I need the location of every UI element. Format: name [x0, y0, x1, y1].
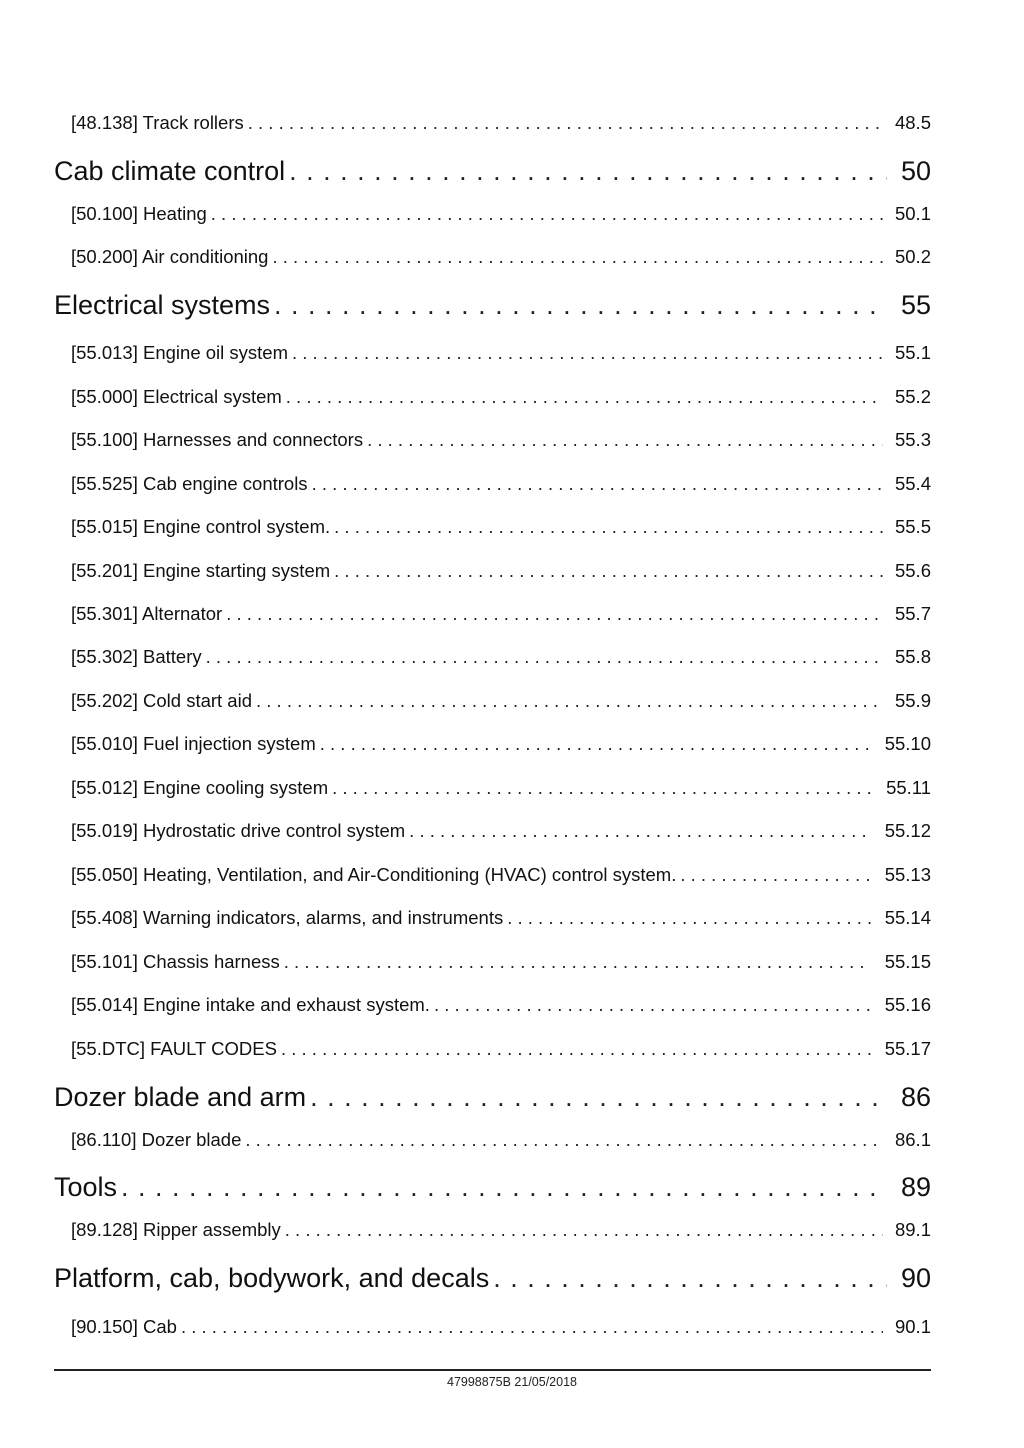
entry-title: [90.150] Cab — [71, 1316, 177, 1337]
entry-title: [86.110] Dozer blade — [71, 1129, 242, 1150]
dot-leader — [312, 473, 883, 495]
entry-page: 50.1 — [894, 203, 931, 224]
dot-leader — [292, 342, 883, 364]
entry-page: 89.1 — [894, 1219, 931, 1240]
entry-page: 86.1 — [894, 1129, 931, 1150]
entry-page: 55.13 — [884, 864, 931, 885]
toc-entry-86-110[interactable] — [54, 1129, 931, 1151]
toc-entry-55-301[interactable] — [54, 603, 931, 625]
dot-leader — [281, 1038, 871, 1060]
entry-page: 55.16 — [884, 994, 931, 1015]
chapter-title: Platform, cab, bodywork, and decals — [54, 1263, 490, 1293]
dot-leader — [226, 603, 883, 625]
entry-page: 55.10 — [884, 733, 931, 754]
entry-page: 55.5 — [894, 516, 931, 537]
toc-chapter-cab-climate-control[interactable] — [54, 156, 931, 187]
entry-title: [55.019] Hydrostatic drive control system — [71, 820, 406, 841]
dot-leader — [286, 386, 883, 408]
entry-title: [55.DTC] FAULT CODES — [71, 1038, 277, 1059]
entry-page: 55.8 — [894, 646, 931, 667]
entry-page: 55.15 — [884, 951, 931, 972]
entry-title: [55.010] Fuel injection system — [71, 733, 316, 754]
dot-leader — [409, 820, 871, 842]
dot-leader — [245, 1129, 883, 1151]
entry-title: [55.015] Engine control system. — [71, 516, 331, 537]
dot-leader — [248, 112, 883, 134]
entry-title: [50.200] Air conditioning — [71, 246, 269, 267]
entry-title: [50.100] Heating — [71, 203, 207, 224]
dot-leader — [274, 290, 887, 321]
toc-chapter-platform-cab-bodywork-decals[interactable] — [54, 1263, 931, 1294]
entry-title: [89.128] Ripper assembly — [71, 1219, 281, 1240]
dot-leader — [310, 1082, 887, 1113]
toc-entry-50-200[interactable] — [54, 246, 931, 268]
entry-page: 90.1 — [894, 1316, 931, 1337]
dot-leader — [284, 951, 871, 973]
footer-document-code: 47998875B 21/05/2018 — [447, 1375, 577, 1389]
footer-divider — [54, 1369, 931, 1371]
toc-entry-55-100[interactable] — [54, 429, 931, 451]
dot-leader — [367, 429, 883, 451]
chapter-title: Tools — [54, 1172, 118, 1202]
entry-page: 50.2 — [894, 246, 931, 267]
toc-entry-55-201[interactable] — [54, 560, 931, 582]
toc-entry-55-019[interactable] — [54, 820, 931, 842]
dot-leader — [334, 516, 883, 538]
entry-title: [55.202] Cold start aid — [71, 690, 252, 711]
toc-chapter-dozer-blade-and-arm[interactable] — [54, 1082, 931, 1113]
toc-entry-55-010[interactable] — [54, 733, 931, 755]
toc-entry-55-202[interactable] — [54, 690, 931, 712]
entry-page: 55.6 — [894, 560, 931, 581]
chapter-page: 86 — [900, 1082, 931, 1112]
dot-leader — [121, 1172, 887, 1203]
toc-entry-55-101[interactable] — [54, 951, 931, 973]
entry-title: [55.050] Heating, Ventilation, and Air-Conditioning (HVAC) control system. — [71, 864, 677, 885]
dot-leader — [507, 907, 871, 929]
entry-title: [55.013] Engine oil system — [71, 342, 288, 363]
entry-title: [55.408] Warning indicators, alarms, and instruments — [71, 907, 504, 928]
chapter-title: Electrical systems — [54, 290, 271, 320]
chapter-page: 89 — [900, 1172, 931, 1202]
toc-entry-55-015[interactable] — [54, 516, 931, 538]
chapter-page: 50 — [900, 156, 931, 186]
dot-leader — [493, 1263, 887, 1294]
entry-page: 55.1 — [894, 342, 931, 363]
entry-page: 55.9 — [894, 690, 931, 711]
entry-page: 55.4 — [894, 473, 931, 494]
toc-entry-55-014[interactable] — [54, 994, 931, 1016]
toc-entry-55-012[interactable] — [54, 777, 931, 799]
dot-leader — [206, 646, 883, 668]
dot-leader — [332, 777, 871, 799]
dot-leader — [434, 994, 871, 1016]
dot-leader — [256, 690, 883, 712]
entry-title: [55.000] Electrical system — [71, 386, 282, 407]
toc-entry-55-dtc[interactable] — [54, 1038, 931, 1060]
entry-page: 55.3 — [894, 429, 931, 450]
toc-entry-55-525[interactable] — [54, 473, 931, 495]
entry-page: 55.12 — [884, 820, 931, 841]
dot-leader — [211, 203, 883, 225]
entry-title: [55.101] Chassis harness — [71, 951, 280, 972]
toc-entry-55-013[interactable] — [54, 342, 931, 364]
chapter-page: 55 — [900, 290, 931, 320]
chapter-title: Cab climate control — [54, 156, 286, 186]
toc-entry-55-408[interactable] — [54, 907, 931, 929]
dot-leader — [680, 864, 871, 886]
toc-entry-89-128[interactable] — [54, 1219, 931, 1241]
dot-leader — [181, 1316, 883, 1338]
entry-page: 55.7 — [894, 603, 931, 624]
entry-title: [48.138] Track rollers — [71, 112, 244, 133]
toc-entry-90-150[interactable] — [54, 1316, 931, 1338]
entry-title: [55.301] Alternator — [71, 603, 223, 624]
toc-chapter-electrical-systems[interactable] — [54, 290, 931, 321]
entry-page: 55.14 — [884, 907, 931, 928]
toc-chapter-tools[interactable] — [54, 1172, 931, 1203]
dot-leader — [272, 246, 883, 268]
dot-leader — [320, 733, 871, 755]
chapter-page: 90 — [900, 1263, 931, 1293]
entry-page: 55.2 — [894, 386, 931, 407]
toc-entry-55-050[interactable] — [54, 864, 931, 886]
toc-entry-50-100[interactable] — [54, 203, 931, 225]
entry-title: [55.100] Harnesses and connectors — [71, 429, 364, 450]
dot-leader — [289, 156, 887, 187]
toc-entry-55-000[interactable] — [54, 386, 931, 408]
entry-page: 48.5 — [894, 112, 931, 133]
entry-title: [55.201] Engine starting system — [71, 560, 331, 581]
dot-leader — [285, 1219, 883, 1241]
dot-leader — [334, 560, 883, 582]
entry-title: [55.012] Engine cooling system — [71, 777, 329, 798]
toc-entry-48-138[interactable] — [54, 112, 931, 134]
entry-title: [55.525] Cab engine controls — [71, 473, 308, 494]
entry-page: 55.11 — [886, 777, 931, 798]
entry-title: [55.302] Battery — [71, 646, 202, 667]
entry-title: [55.014] Engine intake and exhaust system. — [71, 994, 430, 1015]
chapter-title: Dozer blade and arm — [54, 1082, 307, 1112]
toc-entry-55-302[interactable] — [54, 646, 931, 668]
entry-page: 55.17 — [884, 1038, 931, 1059]
